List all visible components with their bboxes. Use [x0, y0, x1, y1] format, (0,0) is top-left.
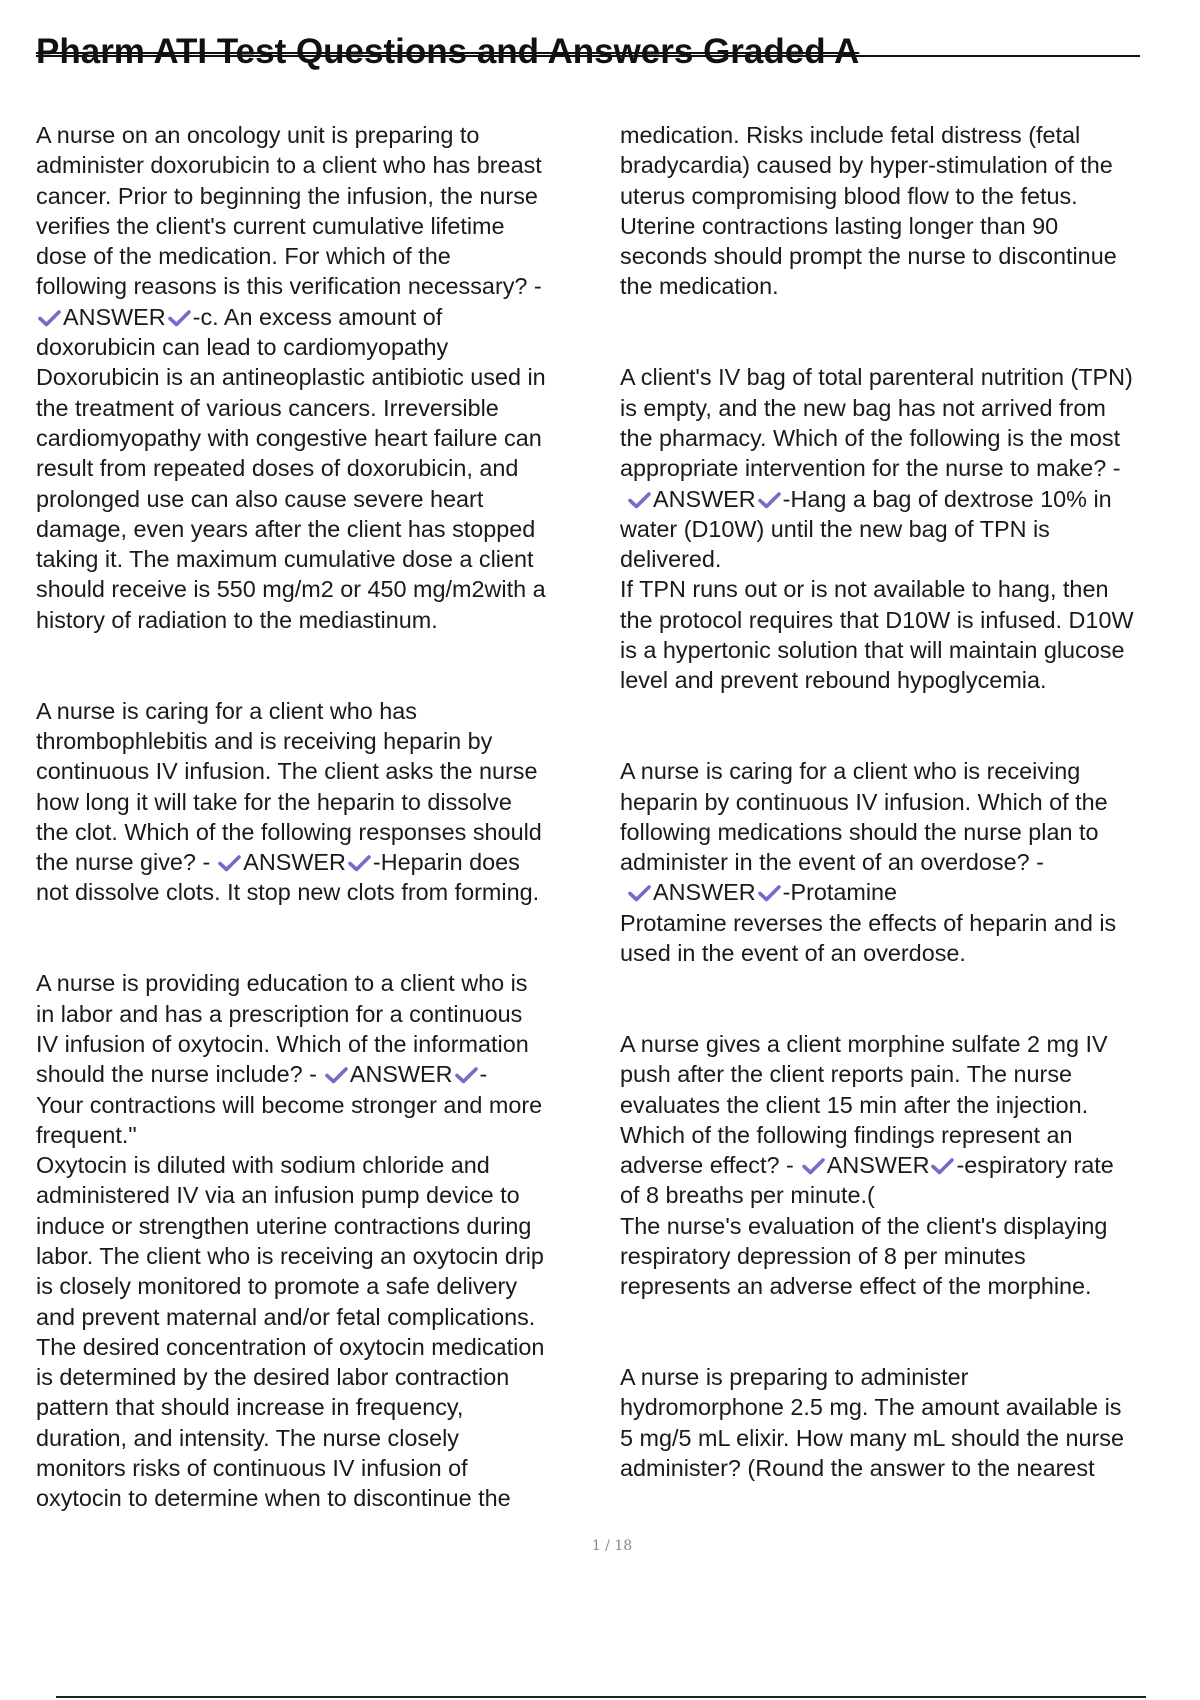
- answer-label: ANSWER: [653, 485, 756, 512]
- page-number: 1 / 18: [591, 1538, 633, 1554]
- title-underline: [36, 55, 1140, 57]
- answer-label: ANSWER: [826, 1152, 930, 1179]
- check-icon: [800, 1156, 827, 1176]
- question-text: A nurse on an oncology unit is preparing to administer doxorubicin to a client who has breast cancer. Prior to beginning the infusion, the nurse verifies the client's current cumulative lifetime dose of the medication. For which of the following reasons is this verification necessary? -: [36, 122, 542, 300]
- answer-label: ANSWER: [243, 849, 346, 876]
- answer-text: -c. An excess amount of doxorubicin can lead to cardiomyopathy Doxorubicin is an antineoplastic antibiotic used in the treatment of various cancers. Irreversible cardiomyopathy with congestive heart failure can result from repeated doses of doxorubicin, and prolonged use can also cause severe heart damage, even years after the client has stopped taking it. The maximum cumulative dose a client should receive is 550 mg/m2 or 450 mg/m2with a history of radiation to the mediastinum.: [36, 303, 546, 633]
- check-icon: [929, 1156, 956, 1176]
- question-oxytocin: [36, 968, 612, 1513]
- check-icon: [166, 308, 193, 328]
- check-icon: [626, 490, 653, 510]
- question-text: A nurse gives a client morphine sulfate 2 mg IV push after the client reports pain. The nurse evaluates the client 15 min after the injection. Which of the following findings represent an adverse effect? -: [620, 1030, 1108, 1179]
- check-icon: [626, 883, 653, 903]
- check-icon: [36, 308, 63, 328]
- check-icon: [323, 1065, 350, 1085]
- document-title: Pharm ATI Test Questions and Answers Graded A: [36, 32, 860, 71]
- check-icon: [453, 1065, 480, 1085]
- footer-rule: [56, 1696, 1146, 1698]
- question-text: A nurse is caring for a client who is receiving heparin by continuous IV infusion. Which of the following medications should the nurse plan to administer in the event of an overdose? -: [620, 758, 1108, 876]
- question-doxorubicin: [36, 120, 612, 635]
- question-heparin-clot: [36, 696, 612, 908]
- check-icon: [756, 490, 783, 510]
- check-icon: [216, 853, 243, 873]
- question-text: A nurse is providing education to a client who is in labor and has a prescription for a continuous IV infusion of oxytocin. Which of the information should the nurse include? -: [36, 970, 529, 1088]
- question-morphine: [620, 1029, 1200, 1302]
- answer-text: - Your contractions will become stronger and more frequent." Oxytocin is diluted with sodium chloride and administered IV via an infusion pump device to induce or strengthen uterine contractions during labor. The client who is receiving an oxytocin drip is closely monitored to promote a safe delivery and prevent maternal and/or fetal complications. The desired concentration of oxytocin medication is determined by the desired labor contraction pattern that should increase in frequency, duration, and intensity. The nurse closely monitors risks of continuous IV infusion of oxytocin to determine when to discontinue the: [36, 1061, 545, 1512]
- question-text: A client's IV bag of total parenteral nutrition (TPN) is empty, and the new bag has not arrived from the pharmacy. Which of the following is the most appropriate intervention for the nurse to make? -: [620, 364, 1133, 482]
- answer-marker: [800, 1150, 957, 1180]
- answer-label: ANSWER: [349, 1061, 453, 1088]
- answer-marker: [626, 484, 783, 514]
- question-oxytocin-continued: medication. Risks include fetal distress (fetal bradycardia) caused by hyper-stimulation of the uterus compromising blood flow to the fetus. Uterine contractions lasting longer than 90 seconds should prompt the nurse to discontinue the medication.: [620, 122, 1117, 300]
- right-column: [620, 120, 1200, 1483]
- answer-marker: [36, 302, 193, 332]
- answer-text: -Protamine Protamine reverses the effects of heparin and is used in the event of an overdose.: [620, 879, 1117, 967]
- question-text: A nurse is preparing to administer hydromorphone 2.5 mg. The amount available is 5 mg/5 mL elixir. How many mL should the nurse administer? (Round the answer to the nearest: [620, 1364, 1124, 1482]
- answer-label: ANSWER: [653, 879, 756, 906]
- question-text: A nurse is caring for a client who has thrombophlebitis and is receiving heparin by continuous IV infusion. The client asks the nurse how long it will take for the heparin to dissolve the clot. Which of the following responses should the nurse give? -: [36, 697, 542, 876]
- check-icon: [346, 853, 373, 873]
- answer-text: -Hang a bag of dextrose 10% in water (D10W) until the new bag of TPN is delivered. If TPN runs out or is not available to hang, then the protocol requires that D10W is infused. D10W is a hypertonic solution that will maintain glucose level and prevent rebound hypoglycemia.: [620, 485, 1134, 694]
- answer-label: ANSWER: [63, 303, 166, 330]
- answer-text: -Heparin does not dissolve clots. It stop new clots from forming.: [36, 849, 540, 906]
- question-heparin-overdose: [620, 756, 1200, 968]
- left-column: [36, 120, 612, 1514]
- question-hydromorphone: [620, 1362, 1200, 1483]
- answer-text: -espiratory rate of 8 breaths per minute.( The nurse's evaluation of the client's displaying respiratory depression of 8 per minutes represents an adverse effect of the morphine.: [620, 1152, 1114, 1300]
- answer-marker: [626, 877, 783, 907]
- answer-marker: [323, 1059, 480, 1089]
- answer-marker: [216, 847, 373, 877]
- question-tpn: [620, 362, 1200, 695]
- check-icon: [756, 883, 783, 903]
